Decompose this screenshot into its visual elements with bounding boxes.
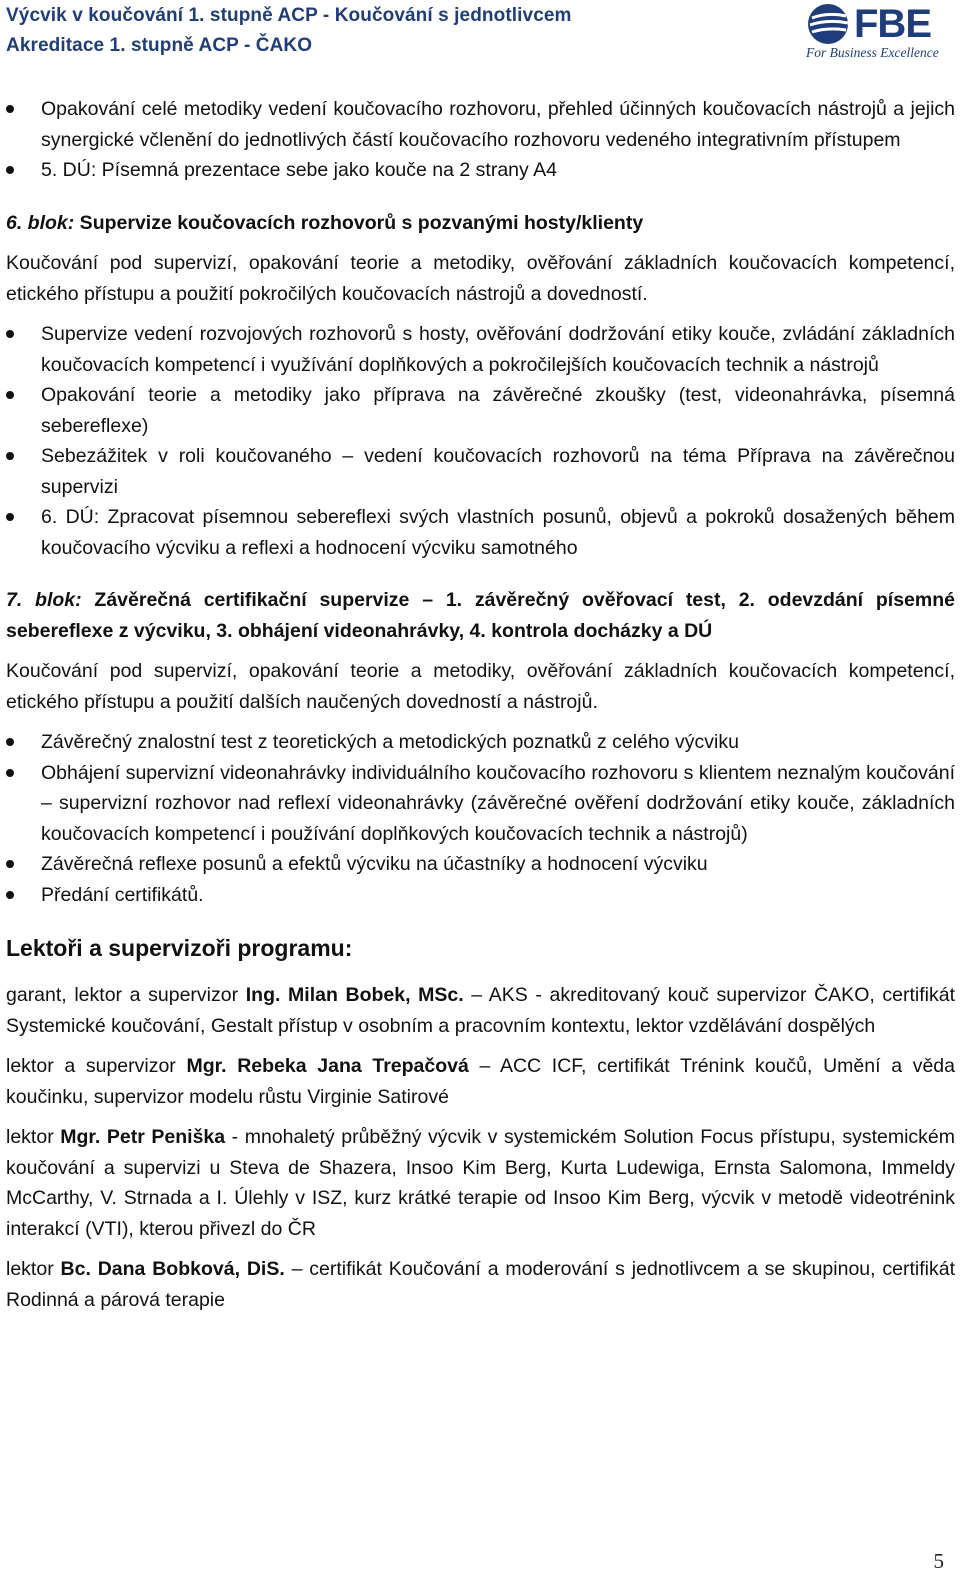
list-item: Sebezážitek v roli koučovaného – vedení koučovacích rozhovorů na téma Příprava na závěrečnou supervizi (6, 441, 955, 502)
list-item: Předání certifikátů. (6, 880, 955, 911)
list-item: 6. DÚ: Zpracovat písemnou sebereflexi svých vlastních posunů, objevů a pokroků dosažených během koučovacího výcviku a reflexi a hodnocení výcviku samotného (6, 502, 955, 563)
lecturer-entry: lektor a supervizor Mgr. Rebeka Jana Trepačová – ACC ICF, certifikát Trénink koučů, Umění a věda koučinku, supervizor modelu růstu Virginie Satirové (6, 1055, 955, 1108)
fbe-logo (806, 2, 956, 62)
bullet-icon (6, 738, 14, 746)
page-header (0, 0, 960, 62)
lecturer-entry: garant, lektor a supervizor Ing. Milan Bobek, MSc. – AKS - akreditovaný kouč supervizor ČAKO, certifikát Systemické koučování, Gestalt přístup v osobním a pracovním kontextu, lektor vzdělávání dospělých (6, 984, 956, 1037)
page-number: 5 (933, 1549, 944, 1573)
list-item: 5. DÚ: Písemná prezentace sebe jako kouče na 2 strany A4 (6, 155, 955, 186)
bullet-icon (6, 452, 14, 460)
list-item: Opakování celé metodiky vedení koučovacího rozhovoru, přehled účinných koučovacích nástrojů a jejich synergické včlenění do jednotlivých částí koučovacího rozhovoru vedeného integrativním přístupem (6, 94, 955, 155)
bullet-icon (6, 860, 14, 868)
logo-wordmark: FBE (854, 2, 931, 46)
bullet-icon (6, 391, 14, 399)
header-title: Výcvik v koučování 1. stupně ACP - Koučování s jednotlivcem (6, 5, 572, 26)
lecturer-name: Bc. Dana Bobková, DiS. (60, 1258, 285, 1280)
bullet-icon (6, 166, 14, 174)
block7-list (6, 727, 955, 910)
header-subtitle: Akreditace 1. stupně ACP - ČAKO (6, 35, 313, 56)
block5-list (6, 94, 955, 186)
bullet-icon (6, 769, 14, 777)
bullet-icon (6, 891, 14, 899)
list-item: Závěrečný znalostní test z teoretických a metodických poznatků z celého výcviku (6, 727, 955, 758)
lecturer-name: Mgr. Rebeka Jana Trepačová (186, 1055, 469, 1077)
block6-intro: Koučování pod supervizí, opakování teorie a metodiky, ověřování základních koučovacích kompetencí, etického přístupu a použití pokročilých koučovacích nástrojů a dovedností. (6, 252, 955, 305)
globe-logo-icon (806, 2, 852, 46)
bullet-icon (6, 513, 14, 521)
block7-intro: Koučování pod supervizí, opakování teorie a metodiky, ověřování základních koučovacích kompetencí, etického přístupu a použití dalších naučených dovedností a nástrojů. (6, 660, 955, 713)
document-body (6, 94, 955, 1315)
list-item: Opakování teorie a metodiky jako příprava na závěrečné zkoušky (test, videonahrávka, písemná sebereflexe) (6, 380, 955, 441)
lecturer-name: Mgr. Petr Peniška (60, 1126, 226, 1148)
block6-list (6, 319, 955, 563)
lecturer-entry: lektor Bc. Dana Bobková, DiS. – certifikát Koučování a moderování s jednotlivcem a se skupinou, certifikát Rodinná a párová terapie (6, 1258, 955, 1311)
lecturer-entry: lektor Mgr. Petr Peniška - mnohaletý průběžný výcvik v systemickém Solution Focus přístupu, systemickém koučování a supervizi u Steva de Shazera, Insoo Kim Berg, Kurta Ludewiga, Ernsta Salomona, Immeldy McCarthy, V. Strnada a I. Úlehly v ISZ, kurz krátké terapie od Insoo Kim Berg, výcvik v metodě videotrénink interakcí (VTI), kterou přivezl do ČR (6, 1126, 955, 1240)
block7-heading: 7. blok: Závěrečná certifikační supervize – 1. závěrečný ověřovací test, 2. odevzdání písemné sebereflexe z výcviku, 3. obhájení videonahrávky, 4. kontrola docházky a DÚ (6, 589, 955, 642)
lecturers-title: Lektoři a supervizoři programu: (6, 935, 353, 961)
bullet-icon (6, 330, 14, 338)
list-item: Závěrečná reflexe posunů a efektů výcviku na účastníky a hodnocení výcviku (6, 849, 955, 880)
list-item: Supervize vedení rozvojových rozhovorů s hosty, ověřování dodržování etiky kouče, zvládání základních koučovacích kompetencí i využívání doplňkových a pokročilejších koučovacích technik a nástrojů (6, 319, 955, 380)
bullet-icon (6, 105, 14, 113)
lecturer-name: Ing. Milan Bobek, MSc. (245, 984, 464, 1006)
block6-heading: 6. blok: Supervize koučovacích rozhovorů s pozvanými hosty/klienty (6, 211, 644, 234)
list-item: Obhájení supervizní videonahrávky individuálního koučovacího rozhovoru s klientem neznalým koučování – supervizní rozhovor nad reflexí videonahrávky (závěrečné ověření dodržování etiky kouče, základních koučovacích kompetencí i používání doplňkových koučovacích technik a nástrojů) (6, 758, 955, 850)
logo-tagline: For Business Excellence (806, 45, 939, 60)
